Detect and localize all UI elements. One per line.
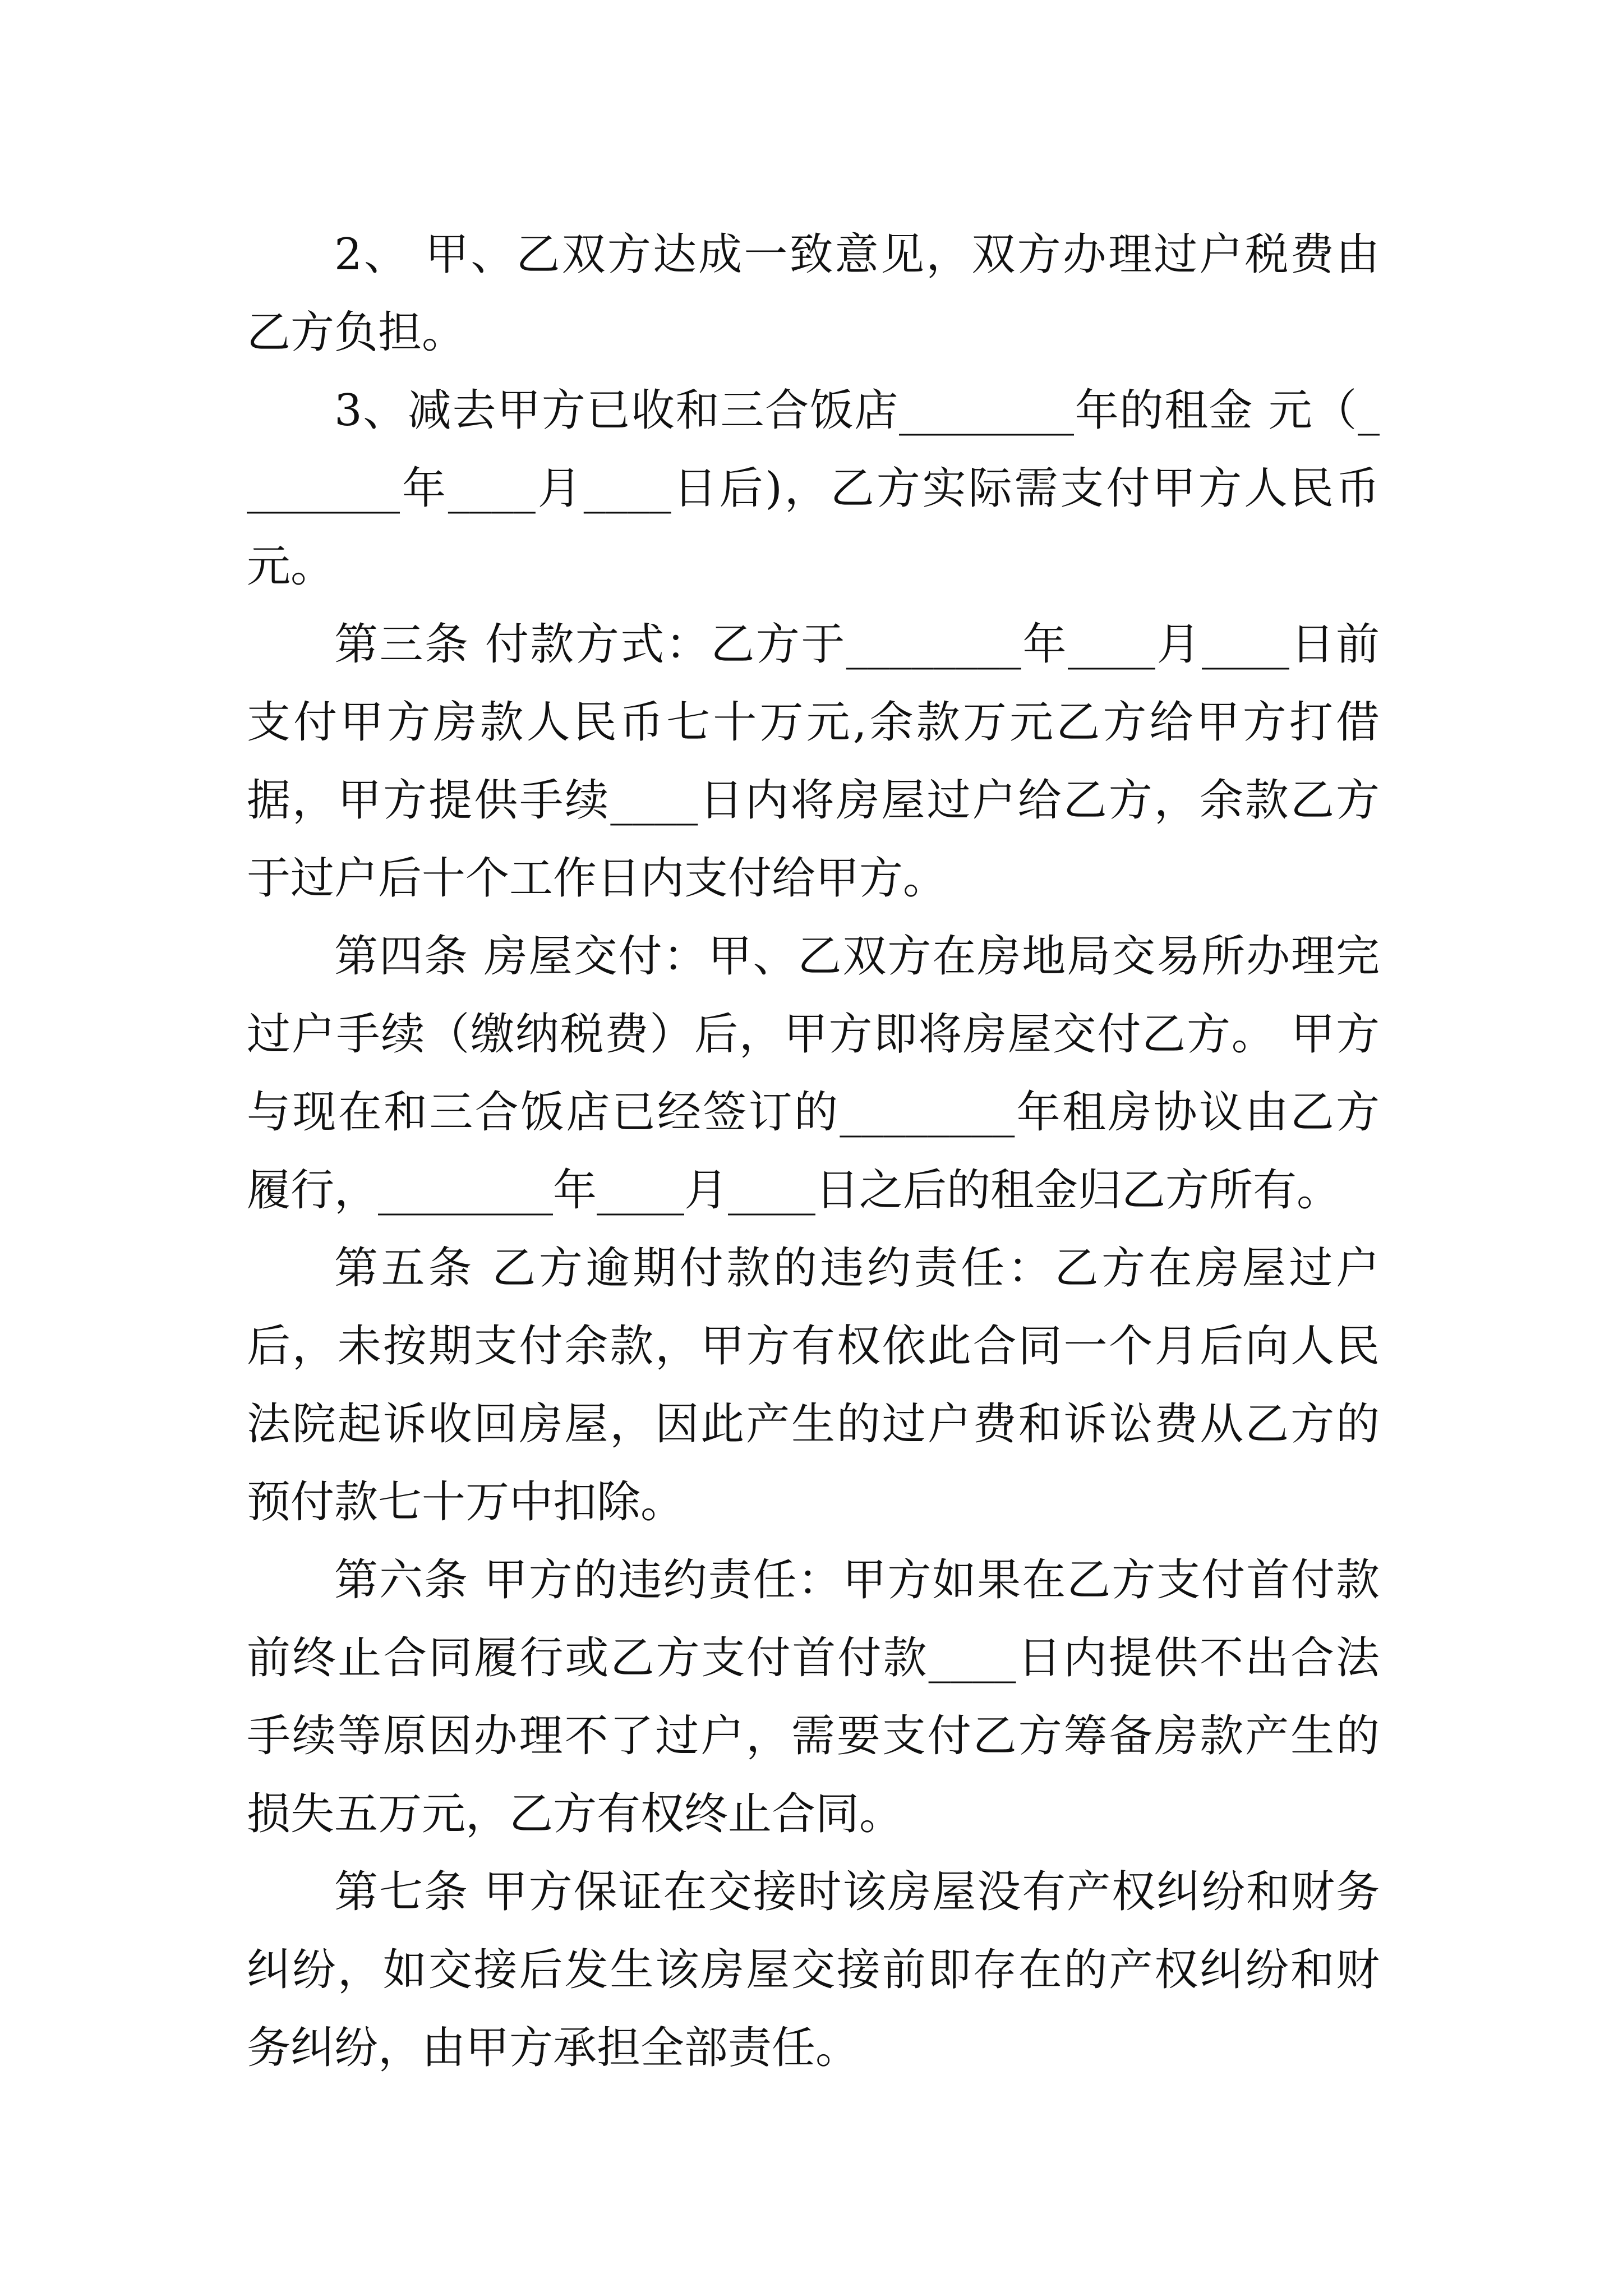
article-4-house-delivery: 第四条 房屋交付：甲、乙双方在房地局交易所办理完过户手续（缴纳税费）后，甲方即将房屋交付乙方。 甲方与现在和三合饭店已经签订的________年租房协议由乙方履行，________年____月____日之后的租金归乙方所有。 [247,931,1380,1216]
contract-body [247,216,1380,2087]
clause-2-tax-fees: 2、 甲、乙双方达成一致意见，双方办理过户税费由乙方负担。 [247,229,1380,358]
article-7-ownership-guarantee: 第七条 甲方保证在交接时该房屋没有产权纠纷和财务纠纷，如交接后发生该房屋交接前即存在的产权纠纷和财务纠纷，由甲方承担全部责任。 [247,1867,1380,2073]
clause-3-rent-deduction: 3、减去甲方已收和三合饭店________年的租金 元（________年____月____日后)，乙方实际需支付甲方人民币元。 [247,385,1380,592]
article-5-buyer-late-payment: 第五条 乙方逾期付款的违约责任：乙方在房屋过户后，未按期支付余款，甲方有权依此合同一个月后向人民法院起诉收回房屋，因此产生的过户费和诉讼费从乙方的预付款七十万中扣除。 [247,1243,1380,1527]
article-3-payment-method: 第三条 付款方式：乙方于________年____月____日前支付甲方房款人民币七十万元,余款万元乙方给甲方打借据，甲方提供手续____日内将房屋过户给乙方，余款乙方于过户后十个工作日内支付给甲方。 [247,619,1380,904]
article-6-seller-breach: 第六条 甲方的违约责任：甲方如果在乙方支付首付款前终止合同履行或乙方支付首付款____日内提供不出合法手续等原因办理不了过户，需要支付乙方筹备房款产生的损失五万元，乙方有权终止合同。 [247,1555,1380,1839]
